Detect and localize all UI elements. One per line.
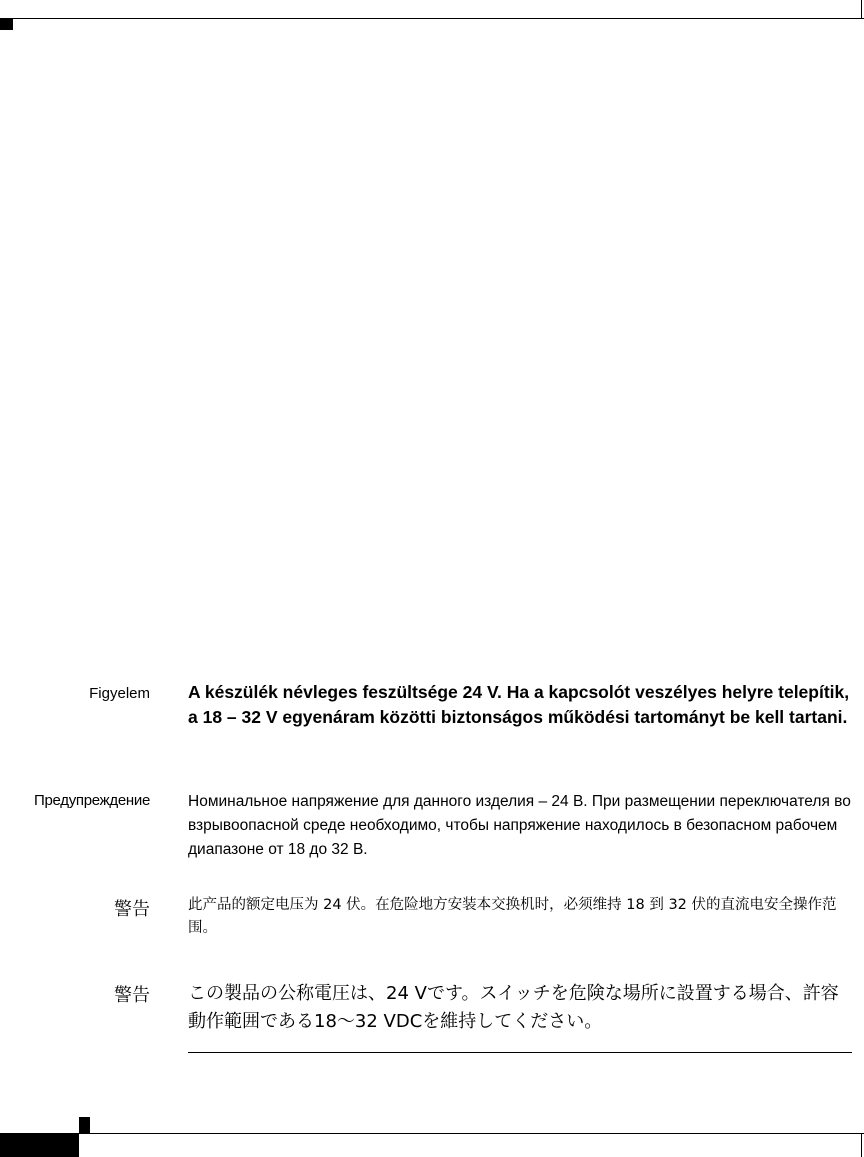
- warning-text: 此产品的额定电压为 24 伏。在危险地方安装本交换机时，必须维持 18 到 32 伏的直流电安全操作范围。: [188, 897, 837, 936]
- header-marker: [0, 19, 13, 30]
- footer-bar: [0, 1133, 79, 1157]
- warning-label: Предупреждение: [34, 792, 150, 809]
- header-corner-tick: [861, 0, 862, 19]
- warning-text: A készülék névleges feszültsége 24 V. Ha a kapcsolót veszélyes helyre telepítik, a 18 – 32 V egyenáram közötti biztonságos működési tartományt be kell tartani.: [188, 682, 850, 727]
- warning-label: 警告: [114, 899, 150, 920]
- warning-label: 警告: [114, 985, 150, 1006]
- warning-text: この製品の公称電圧は、24 Vです。スイッチを危険な場所に設置する場合、許容動作範囲である18〜32 VDCを維持してください。: [188, 983, 839, 1032]
- section-end-rule: [188, 1052, 852, 1053]
- footer-marker: [79, 1117, 90, 1133]
- warning-label: Figyelem: [89, 685, 150, 702]
- footer-corner-tick: [861, 1133, 862, 1157]
- footer-rule: [0, 1133, 864, 1134]
- header-rule: [0, 18, 864, 19]
- warning-text: Номинальное напряжение для данного изделия – 24 В. При размещении переключателя во взрывоопасной среде необходимо, чтобы напряжение находилось в безопасном рабочем диапазоне от 18 до 32 В.: [188, 793, 851, 858]
